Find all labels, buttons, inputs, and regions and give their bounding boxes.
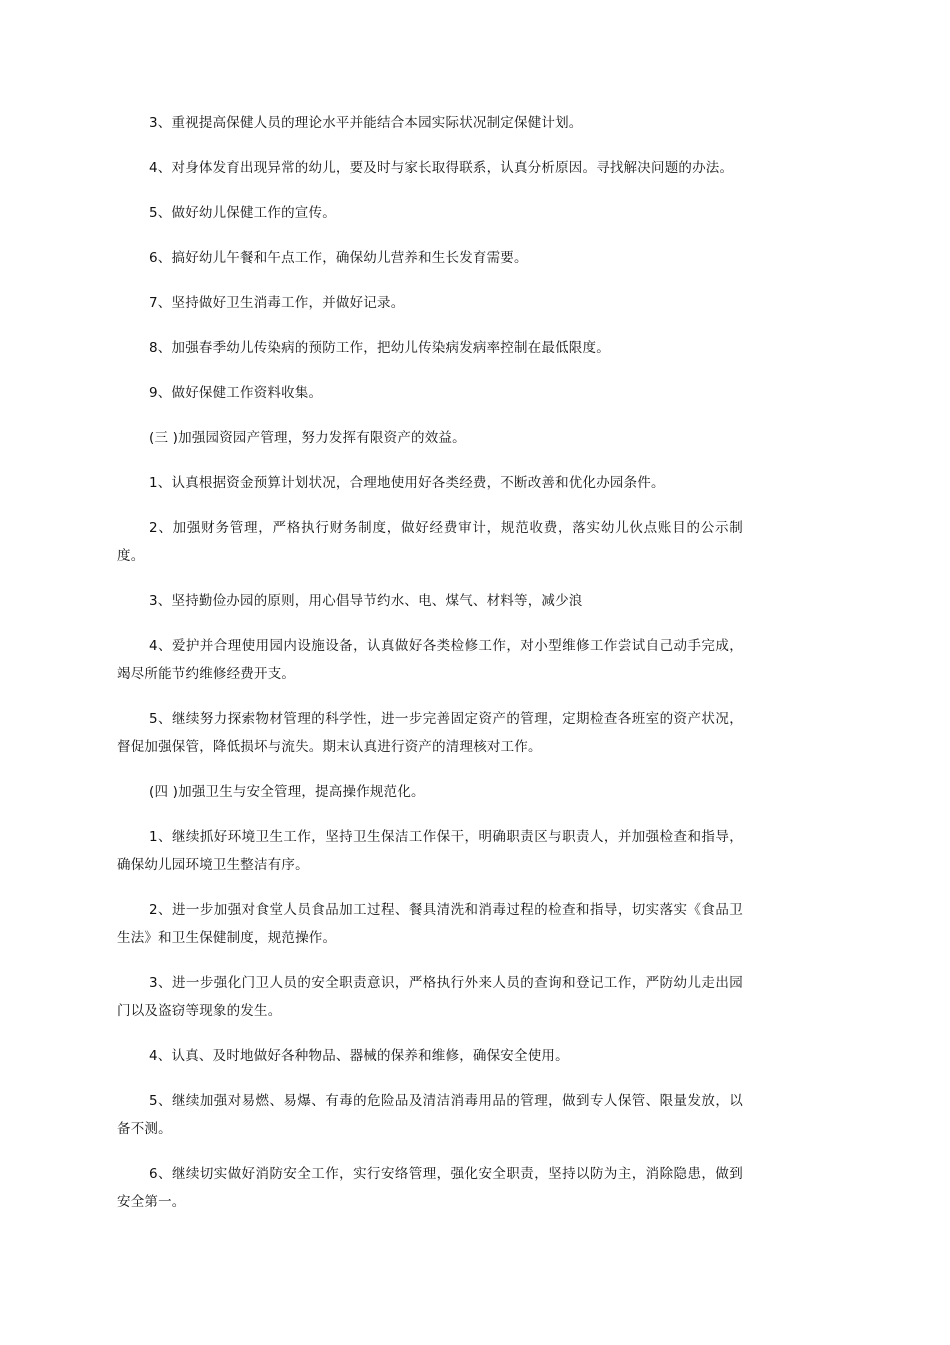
paragraph: 9、做好保健工作资料收集。 (149, 385, 323, 401)
paragraph: 1、继续抓好环境卫生工作，坚持卫生保洁工作保干，明确职责区与职责人，并加强检查和指导，确保幼儿园环境卫生整洁有序。 (117, 829, 743, 873)
section-heading: (三 )加强园资园产管理，努力发挥有限资产的效益。 (149, 430, 466, 446)
paragraph: 2、进一步加强对食堂人员食品加工过程、餐具清洗和消毒过程的检查和指导，切实落实《食品卫生法》和卫生保健制度，规范操作。 (117, 902, 743, 946)
paragraph: 8、加强春季幼儿传染病的预防工作，把幼儿传染病发病率控制在最低限度。 (149, 340, 610, 356)
paragraph: 2、加强财务管理，严格执行财务制度，做好经费审计，规范收费，落实幼儿伙点账目的公示制度。 (117, 520, 743, 564)
document-body (117, 109, 743, 1233)
paragraph: 4、对身体发育出现异常的幼儿，要及时与家长取得联系，认真分析原因。寻找解决问题的办法。 (149, 160, 734, 176)
paragraph: 6、继续切实做好消防安全工作，实行安络管理，强化安全职责，坚持以防为主，消除隐患，做到安全第一。 (117, 1166, 743, 1210)
paragraph: 3、坚持勤俭办园的原则，用心倡导节约水、电、煤气、材料等，减少浪 (149, 593, 583, 609)
paragraph: 4、认真、及时地做好各种物品、器械的保养和维修，确保安全使用。 (149, 1048, 569, 1064)
paragraph: 3、进一步强化门卫人员的安全职责意识，严格执行外来人员的查询和登记工作，严防幼儿走出园门以及盗窃等现象的发生。 (117, 975, 743, 1019)
section-heading: (四 )加强卫生与安全管理，提高操作规范化。 (149, 784, 425, 800)
paragraph: 5、做好幼儿保健工作的宣传。 (149, 205, 336, 221)
paragraph: 4、爱护并合理使用园内设施设备，认真做好各类检修工作，对小型维修工作尝试自己动手完成，竭尽所能节约维修经费开支。 (117, 638, 743, 682)
paragraph: 1、认真根据资金预算计划状况，合理地使用好各类经费，不断改善和优化办园条件。 (149, 475, 665, 491)
paragraph: 5、继续努力探索物材管理的科学性，进一步完善固定资产的管理，定期检查各班室的资产状况，督促加强保管，降低损坏与流失。期末认真进行资产的清理核对工作。 (117, 711, 743, 755)
paragraph: 6、搞好幼儿午餐和午点工作，确保幼儿营养和生长发育需要。 (149, 250, 528, 266)
paragraph: 3、重视提高保健人员的理论水平并能结合本园实际状况制定保健计划。 (149, 115, 583, 131)
paragraph: 7、坚持做好卫生消毒工作，并做好记录。 (149, 295, 405, 311)
paragraph: 5、继续加强对易燃、易爆、有毒的危险品及清洁消毒用品的管理，做到专人保管、限量发放，以备不测。 (117, 1093, 743, 1137)
